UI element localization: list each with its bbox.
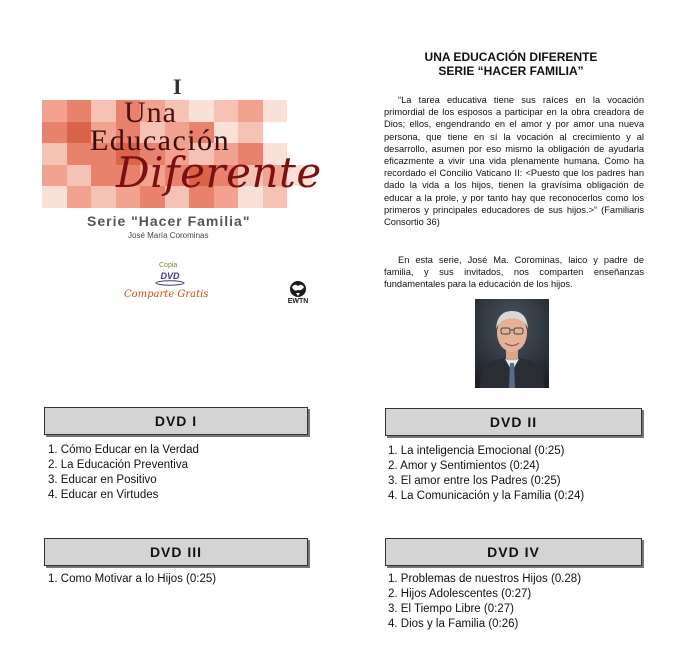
list-item: 4. Dios y la Familia (0:26) — [388, 618, 519, 630]
mosaic-tile — [42, 165, 67, 187]
mosaic-tile — [91, 100, 116, 122]
mosaic-tile — [287, 122, 312, 144]
dvd-4-header: DVD IV — [385, 538, 642, 566]
cover-title-una: Una — [124, 96, 177, 129]
mosaic-tile — [42, 143, 67, 165]
comparte-gratis-logo: Comparte Gratis — [124, 289, 209, 300]
mosaic-tile — [67, 165, 92, 187]
mosaic-tile — [91, 186, 116, 208]
list-item: 4. Educar en Virtudes — [48, 489, 159, 501]
mosaic-tile — [214, 100, 239, 122]
dvd-4-list — [388, 572, 581, 632]
mosaic-tile — [263, 122, 288, 144]
cover-serie: Serie "Hacer Familia" — [87, 213, 251, 229]
cover-title-educacion: Educación — [90, 124, 231, 157]
description-title-line1: UNA EDUCACIÓN DIFERENTE — [424, 50, 598, 64]
mosaic-tile — [42, 122, 67, 144]
author-photo — [475, 299, 549, 388]
dvd-logo-icon — [153, 270, 187, 286]
dvd-logo-text: DVD — [160, 271, 180, 281]
mosaic-tile — [189, 100, 214, 122]
mosaic-tile — [67, 186, 92, 208]
description-quote: “La tarea educativa tiene sus raíces en la vocación primordial de los esposos a participar en la obra creadora de Dios; ellos, engendrando en el amor y por amor una nueva persona, que tiene en sí la vocación al crecimiento y al desarrollo, asumen por eso mismo la obligación de ayudarla eficazmente a vivir una vida plenamente humana. Como ha recordado el Concilio Vaticano II: <Puesto que los padres han dado la vida a los hijos, tienen la gravísima obligación de educar a la prole, y por tanto hay que reconocerlos como los primeros y principales educadores de sus hijos.>“ (Familiaris Consortio 36) — [384, 95, 644, 228]
list-item: 1. Como Motivar a lo Hijos (0:25) — [48, 573, 217, 585]
list-item: 1. La inteligencia Emocional (0:25) — [388, 445, 565, 457]
mosaic-tile — [287, 100, 312, 122]
cover-title-diferente: Diferente — [116, 148, 322, 197]
mosaic-tile — [91, 165, 116, 187]
list-item: 2. Amor y Sentimientos (0:24) — [388, 460, 540, 472]
list-item: 3. El Tiempo Libre (0:27) — [388, 603, 514, 615]
mosaic-tile — [67, 122, 92, 144]
list-item: 3. Educar en Positivo — [48, 474, 157, 486]
dvd-2-header: DVD II — [385, 408, 642, 436]
mosaic-tile — [42, 100, 67, 122]
description-paragraph: En esta serie, José Ma. Corominas, laico y padre de familia, y sus invitados, nos comparten enseñanzas fundamentales para la educación de los hijos. — [384, 255, 644, 290]
list-item: 2. Hijos Adolescentes (0:27) — [388, 588, 532, 600]
copia-label: Copia — [159, 262, 178, 269]
mosaic-tile — [238, 100, 263, 122]
mosaic-tile — [67, 143, 92, 165]
description-title-line2: SERIE “HACER FAMILIA” — [438, 64, 584, 78]
description-title — [380, 50, 642, 78]
dvd-2-list — [388, 444, 584, 504]
cover-author: José María Corominas — [128, 231, 209, 240]
dvd-3-header: DVD III — [44, 538, 308, 566]
list-item: 1. Cómo Educar en la Verdad — [48, 444, 199, 456]
volume-number: I — [173, 74, 182, 99]
list-item: 3. El amor entre los Padres (0:25) — [388, 475, 561, 487]
list-item: 4. La Comunicación y la Familia (0:24) — [388, 490, 585, 502]
dvd-1-header: DVD I — [44, 407, 308, 435]
mosaic-tile — [263, 100, 288, 122]
dvd-1-list — [48, 443, 199, 503]
ewtn-logo-text: EWTN — [287, 298, 309, 305]
list-item: 1. Problemas de nuestros Hijos (0.28) — [388, 573, 582, 585]
mosaic-tile — [67, 100, 92, 122]
mosaic-tile — [238, 122, 263, 144]
list-item: 2. La Educación Preventiva — [48, 459, 189, 471]
dvd-3-list — [48, 572, 216, 587]
mosaic-tile — [42, 186, 67, 208]
